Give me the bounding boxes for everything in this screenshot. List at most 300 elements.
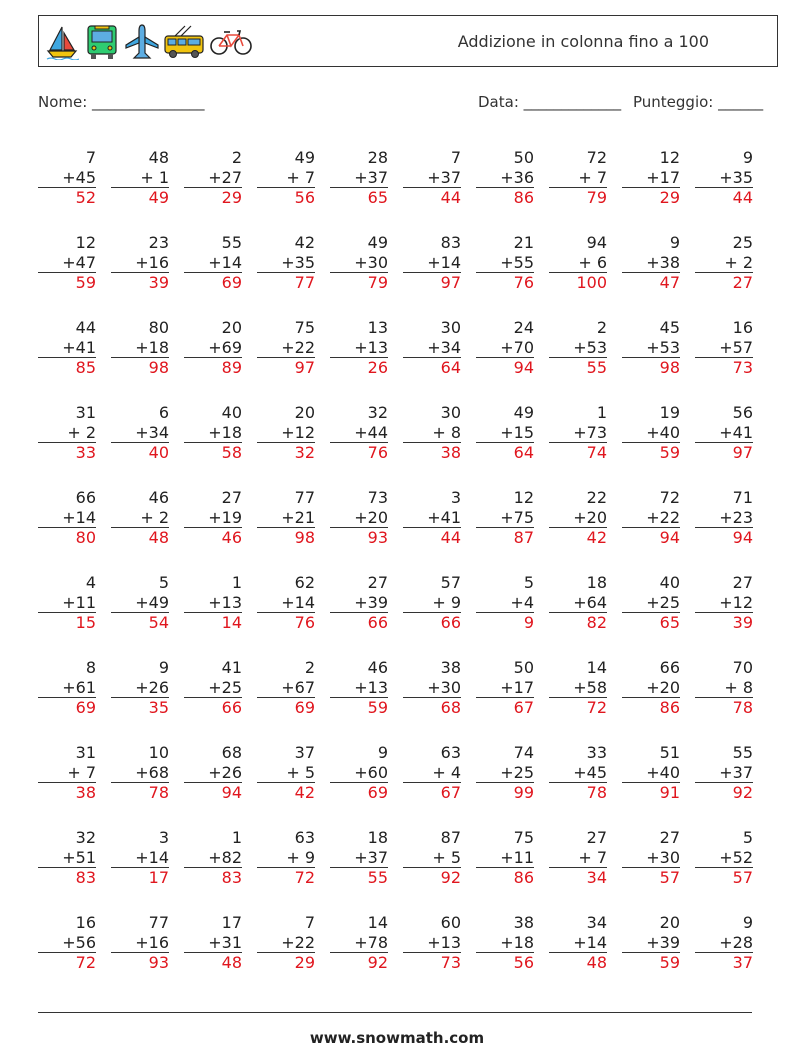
addition-problem [38, 743, 96, 813]
addend-top: 21 [513, 233, 534, 252]
addition-problem [38, 658, 96, 728]
sum-answer: 72 [38, 952, 96, 973]
addition-problem [622, 318, 680, 388]
addend-top: 72 [659, 488, 680, 507]
addend-bottom: +49 [135, 592, 169, 612]
addition-problem [184, 743, 242, 813]
addend-bottom: +56 [62, 932, 96, 952]
addition-problem [257, 233, 315, 303]
sum-answer: 56 [476, 952, 534, 973]
addend-bottom: +13 [427, 932, 461, 952]
sum-answer: 91 [622, 782, 680, 803]
addend-top: 17 [221, 913, 242, 932]
addition-problem [476, 488, 534, 558]
addend-top: 1 [231, 573, 242, 592]
addend-bottom: +22 [646, 507, 680, 527]
addend-bottom: +18 [208, 422, 242, 442]
addition-problem [622, 148, 680, 218]
addition-problem [257, 318, 315, 388]
addition-problem [549, 913, 607, 983]
addend-top: 49 [513, 403, 534, 422]
addend-bottom: +45 [573, 762, 607, 782]
addend-top: 34 [586, 913, 607, 932]
addend-bottom: +40 [646, 762, 680, 782]
addition-problem [257, 913, 315, 983]
addend-bottom: +28 [719, 932, 753, 952]
addition-problem [403, 573, 461, 643]
addend-bottom: +15 [500, 422, 534, 442]
addend-bottom: +36 [500, 167, 534, 187]
addition-problem [622, 828, 680, 898]
problem-row [38, 403, 778, 488]
addend-bottom: +35 [719, 167, 753, 187]
addend-bottom: + 7 [578, 847, 607, 867]
addition-problem [403, 318, 461, 388]
addition-problem [622, 403, 680, 473]
addend-top: 38 [513, 913, 534, 932]
sum-answer: 99 [476, 782, 534, 803]
sum-answer: 87 [476, 527, 534, 548]
addend-bottom: +11 [62, 592, 96, 612]
addend-top: 66 [75, 488, 96, 507]
sum-answer: 48 [111, 527, 169, 548]
addend-top: 2 [304, 658, 315, 677]
addend-bottom: +26 [208, 762, 242, 782]
addend-bottom: +37 [719, 762, 753, 782]
addition-problem [695, 488, 753, 558]
sum-answer: 69 [330, 782, 388, 803]
addend-bottom: +47 [62, 252, 96, 272]
addend-top: 49 [294, 148, 315, 167]
addend-bottom: +12 [719, 592, 753, 612]
sum-answer: 57 [622, 867, 680, 888]
sum-answer: 42 [549, 527, 607, 548]
sum-answer: 89 [184, 357, 242, 378]
addition-problem [549, 743, 607, 813]
addition-problem [476, 148, 534, 218]
sum-answer: 32 [257, 442, 315, 463]
addition-problem [184, 148, 242, 218]
addition-problem [184, 488, 242, 558]
addend-top: 30 [440, 403, 461, 422]
sum-answer: 59 [622, 442, 680, 463]
addition-problem [403, 658, 461, 728]
addend-top: 44 [75, 318, 96, 337]
addend-bottom: +52 [719, 847, 753, 867]
addend-bottom: +61 [62, 677, 96, 697]
addition-problem [330, 573, 388, 643]
sum-answer: 98 [111, 357, 169, 378]
sum-answer: 98 [622, 357, 680, 378]
addend-top: 46 [367, 658, 388, 677]
addition-problem [111, 828, 169, 898]
addend-bottom: + 9 [432, 592, 461, 612]
addition-problem [622, 658, 680, 728]
sum-answer: 94 [695, 527, 753, 548]
addend-top: 66 [659, 658, 680, 677]
addition-problem [111, 318, 169, 388]
sum-answer: 54 [111, 612, 169, 633]
addend-top: 80 [148, 318, 169, 337]
addition-problem [38, 233, 96, 303]
addend-top: 20 [221, 318, 242, 337]
addend-top: 22 [586, 488, 607, 507]
addend-bottom: + 2 [140, 507, 169, 527]
addition-problem [476, 913, 534, 983]
addend-top: 25 [732, 233, 753, 252]
addend-top: 28 [367, 148, 388, 167]
trolleybus-icon [163, 24, 205, 60]
worksheet-title: Addizione in colonna fino a 100 [457, 32, 709, 51]
problem-row [38, 148, 778, 233]
problem-row [38, 913, 778, 998]
addend-bottom: +70 [500, 337, 534, 357]
sum-answer: 66 [330, 612, 388, 633]
addend-top: 5 [742, 828, 753, 847]
addition-problem [403, 403, 461, 473]
sum-answer: 64 [403, 357, 461, 378]
addend-bottom: +55 [500, 252, 534, 272]
addend-top: 23 [148, 233, 169, 252]
addend-top: 14 [586, 658, 607, 677]
addend-top: 3 [450, 488, 461, 507]
addend-top: 51 [659, 743, 680, 762]
sum-answer: 29 [622, 187, 680, 208]
problem-row [38, 233, 778, 318]
addend-top: 8 [85, 658, 96, 677]
addition-problem [257, 403, 315, 473]
sum-answer: 64 [476, 442, 534, 463]
addend-top: 55 [221, 233, 242, 252]
addend-top: 13 [367, 318, 388, 337]
addend-bottom: +18 [500, 932, 534, 952]
addend-bottom: +39 [354, 592, 388, 612]
sum-answer: 92 [695, 782, 753, 803]
addend-bottom: +19 [208, 507, 242, 527]
addend-top: 42 [294, 233, 315, 252]
addend-bottom: +67 [281, 677, 315, 697]
sum-answer: 86 [622, 697, 680, 718]
addend-bottom: +25 [500, 762, 534, 782]
addend-top: 27 [367, 573, 388, 592]
addition-problem [403, 233, 461, 303]
addend-bottom: +14 [62, 507, 96, 527]
sum-answer: 55 [549, 357, 607, 378]
sum-answer: 55 [330, 867, 388, 888]
sum-answer: 76 [476, 272, 534, 293]
addend-top: 9 [377, 743, 388, 762]
addend-top: 56 [732, 403, 753, 422]
sum-answer: 73 [695, 357, 753, 378]
addend-bottom: +30 [427, 677, 461, 697]
addition-problem [549, 148, 607, 218]
sum-answer: 97 [257, 357, 315, 378]
addend-top: 10 [148, 743, 169, 762]
sum-answer: 97 [695, 442, 753, 463]
addend-bottom: +13 [354, 337, 388, 357]
addend-bottom: +40 [646, 422, 680, 442]
addend-top: 12 [513, 488, 534, 507]
sum-answer: 17 [111, 867, 169, 888]
addition-problem [330, 403, 388, 473]
sum-answer: 68 [403, 697, 461, 718]
addend-bottom: +78 [354, 932, 388, 952]
addend-bottom: +75 [500, 507, 534, 527]
addend-top: 4 [85, 573, 96, 592]
addend-top: 27 [732, 573, 753, 592]
addend-bottom: +51 [62, 847, 96, 867]
addition-problem [476, 573, 534, 643]
addend-bottom: +41 [719, 422, 753, 442]
addend-bottom: +41 [62, 337, 96, 357]
addend-bottom: + 7 [67, 762, 96, 782]
addition-problem [257, 828, 315, 898]
addition-problem [38, 828, 96, 898]
addend-bottom: +13 [208, 592, 242, 612]
addend-bottom: +14 [208, 252, 242, 272]
addend-top: 18 [586, 573, 607, 592]
problem-row [38, 488, 778, 573]
sum-answer: 80 [38, 527, 96, 548]
addition-problem [549, 573, 607, 643]
addend-bottom: + 7 [286, 167, 315, 187]
addend-top: 60 [440, 913, 461, 932]
addend-top: 27 [221, 488, 242, 507]
addend-top: 14 [367, 913, 388, 932]
addend-bottom: +23 [719, 507, 753, 527]
addend-top: 70 [732, 658, 753, 677]
addend-bottom: +68 [135, 762, 169, 782]
problem-grid [38, 148, 778, 998]
addend-top: 71 [732, 488, 753, 507]
sum-answer: 39 [111, 272, 169, 293]
addend-bottom: +82 [208, 847, 242, 867]
sum-answer: 69 [257, 697, 315, 718]
addition-problem [695, 148, 753, 218]
addition-problem [622, 743, 680, 813]
addend-bottom: + 8 [724, 677, 753, 697]
date-field: Data: _____________ [478, 93, 622, 111]
addition-problem [111, 403, 169, 473]
addend-bottom: +64 [573, 592, 607, 612]
addend-top: 50 [513, 148, 534, 167]
problem-row [38, 743, 778, 828]
addition-problem [257, 148, 315, 218]
sum-answer: 35 [111, 697, 169, 718]
addend-bottom: +14 [135, 847, 169, 867]
addend-bottom: +25 [646, 592, 680, 612]
addition-problem [695, 403, 753, 473]
addend-bottom: +41 [427, 507, 461, 527]
addend-bottom: + 5 [432, 847, 461, 867]
addition-problem [111, 913, 169, 983]
addend-top: 20 [659, 913, 680, 932]
addend-top: 32 [75, 828, 96, 847]
addition-problem [549, 828, 607, 898]
name-field: Nome: _______________ [38, 93, 205, 111]
sum-answer: 39 [695, 612, 753, 633]
sum-answer: 38 [403, 442, 461, 463]
addend-bottom: +34 [135, 422, 169, 442]
sum-answer: 94 [622, 527, 680, 548]
addition-problem [695, 233, 753, 303]
addition-problem [184, 233, 242, 303]
sum-answer: 57 [695, 867, 753, 888]
addend-top: 2 [231, 148, 242, 167]
footer-divider [38, 1012, 752, 1013]
addend-top: 9 [669, 233, 680, 252]
addition-problem [330, 488, 388, 558]
addend-bottom: +16 [135, 932, 169, 952]
addend-bottom: +34 [427, 337, 461, 357]
problem-row [38, 828, 778, 913]
addend-bottom: +37 [354, 167, 388, 187]
sum-answer: 58 [184, 442, 242, 463]
addend-bottom: +69 [208, 337, 242, 357]
addend-top: 31 [75, 743, 96, 762]
addition-problem [695, 573, 753, 643]
sum-answer: 14 [184, 612, 242, 633]
sum-answer: 15 [38, 612, 96, 633]
addend-bottom: +17 [500, 677, 534, 697]
sum-answer: 83 [38, 867, 96, 888]
addend-bottom: +31 [208, 932, 242, 952]
addend-top: 16 [75, 913, 96, 932]
addend-bottom: +38 [646, 252, 680, 272]
addend-top: 75 [294, 318, 315, 337]
addend-top: 24 [513, 318, 534, 337]
addition-problem [111, 658, 169, 728]
sum-answer: 67 [403, 782, 461, 803]
addend-top: 55 [732, 743, 753, 762]
sum-answer: 94 [476, 357, 534, 378]
addend-top: 16 [732, 318, 753, 337]
sum-answer: 79 [549, 187, 607, 208]
addition-problem [549, 318, 607, 388]
addend-top: 83 [440, 233, 461, 252]
sum-answer: 44 [403, 527, 461, 548]
addition-problem [111, 488, 169, 558]
sum-answer: 33 [38, 442, 96, 463]
addend-bottom: +11 [500, 847, 534, 867]
transport-icons [45, 22, 253, 62]
addend-bottom: +17 [646, 167, 680, 187]
sum-answer: 100 [549, 272, 607, 293]
sum-answer: 67 [476, 697, 534, 718]
sum-answer: 9 [476, 612, 534, 633]
addend-top: 6 [158, 403, 169, 422]
addend-top: 27 [586, 828, 607, 847]
footer-website: www.snowmath.com [309, 1029, 485, 1047]
addend-bottom: +53 [646, 337, 680, 357]
addend-bottom: + 4 [432, 762, 461, 782]
addend-top: 12 [75, 233, 96, 252]
sum-answer: 65 [622, 612, 680, 633]
sum-answer: 29 [257, 952, 315, 973]
addition-problem [403, 743, 461, 813]
problem-row [38, 658, 778, 743]
addition-problem [622, 233, 680, 303]
problem-row [38, 318, 778, 403]
addend-top: 77 [294, 488, 315, 507]
sum-answer: 79 [330, 272, 388, 293]
addend-top: 63 [440, 743, 461, 762]
addend-top: 45 [659, 318, 680, 337]
addition-problem [184, 658, 242, 728]
sum-answer: 56 [257, 187, 315, 208]
sailboat-icon [45, 24, 79, 60]
addend-top: 7 [304, 913, 315, 932]
addition-problem [38, 573, 96, 643]
addition-problem [330, 233, 388, 303]
addition-problem [476, 658, 534, 728]
sum-answer: 59 [38, 272, 96, 293]
sum-answer: 48 [549, 952, 607, 973]
addition-problem [38, 318, 96, 388]
addend-bottom: +20 [354, 507, 388, 527]
addend-bottom: +35 [281, 252, 315, 272]
addend-bottom: +4 [510, 592, 534, 612]
addend-top: 50 [513, 658, 534, 677]
addition-problem [695, 828, 753, 898]
sum-answer: 78 [695, 697, 753, 718]
sum-answer: 69 [38, 697, 96, 718]
addition-problem [476, 318, 534, 388]
score-field: Punteggio: ______ [633, 93, 764, 111]
sum-answer: 94 [184, 782, 242, 803]
sum-answer: 85 [38, 357, 96, 378]
addend-top: 9 [742, 913, 753, 932]
addition-problem [549, 403, 607, 473]
addend-bottom: +26 [135, 677, 169, 697]
addend-bottom: +14 [573, 932, 607, 952]
addend-top: 38 [440, 658, 461, 677]
addition-problem [184, 828, 242, 898]
addend-bottom: +25 [208, 677, 242, 697]
addition-problem [111, 573, 169, 643]
addend-top: 31 [75, 403, 96, 422]
sum-answer: 38 [38, 782, 96, 803]
sum-answer: 78 [549, 782, 607, 803]
addition-problem [38, 148, 96, 218]
addend-bottom: +45 [62, 167, 96, 187]
addition-problem [403, 488, 461, 558]
addend-top: 9 [158, 658, 169, 677]
sum-answer: 47 [622, 272, 680, 293]
sum-answer: 98 [257, 527, 315, 548]
addition-problem [622, 488, 680, 558]
addend-bottom: + 6 [578, 252, 607, 272]
addend-bottom: +20 [573, 507, 607, 527]
sum-answer: 93 [330, 527, 388, 548]
addend-bottom: + 2 [67, 422, 96, 442]
addend-top: 63 [294, 828, 315, 847]
addend-bottom: +30 [354, 252, 388, 272]
addition-problem [184, 913, 242, 983]
addition-problem [476, 403, 534, 473]
bicycle-icon [209, 27, 253, 57]
sum-answer: 48 [184, 952, 242, 973]
addend-top: 30 [440, 318, 461, 337]
addition-problem [695, 913, 753, 983]
sum-answer: 73 [403, 952, 461, 973]
sum-answer: 59 [330, 697, 388, 718]
addend-top: 46 [148, 488, 169, 507]
addend-bottom: + 7 [578, 167, 607, 187]
addend-bottom: +14 [281, 592, 315, 612]
addition-problem [257, 573, 315, 643]
bus-icon [83, 23, 121, 61]
